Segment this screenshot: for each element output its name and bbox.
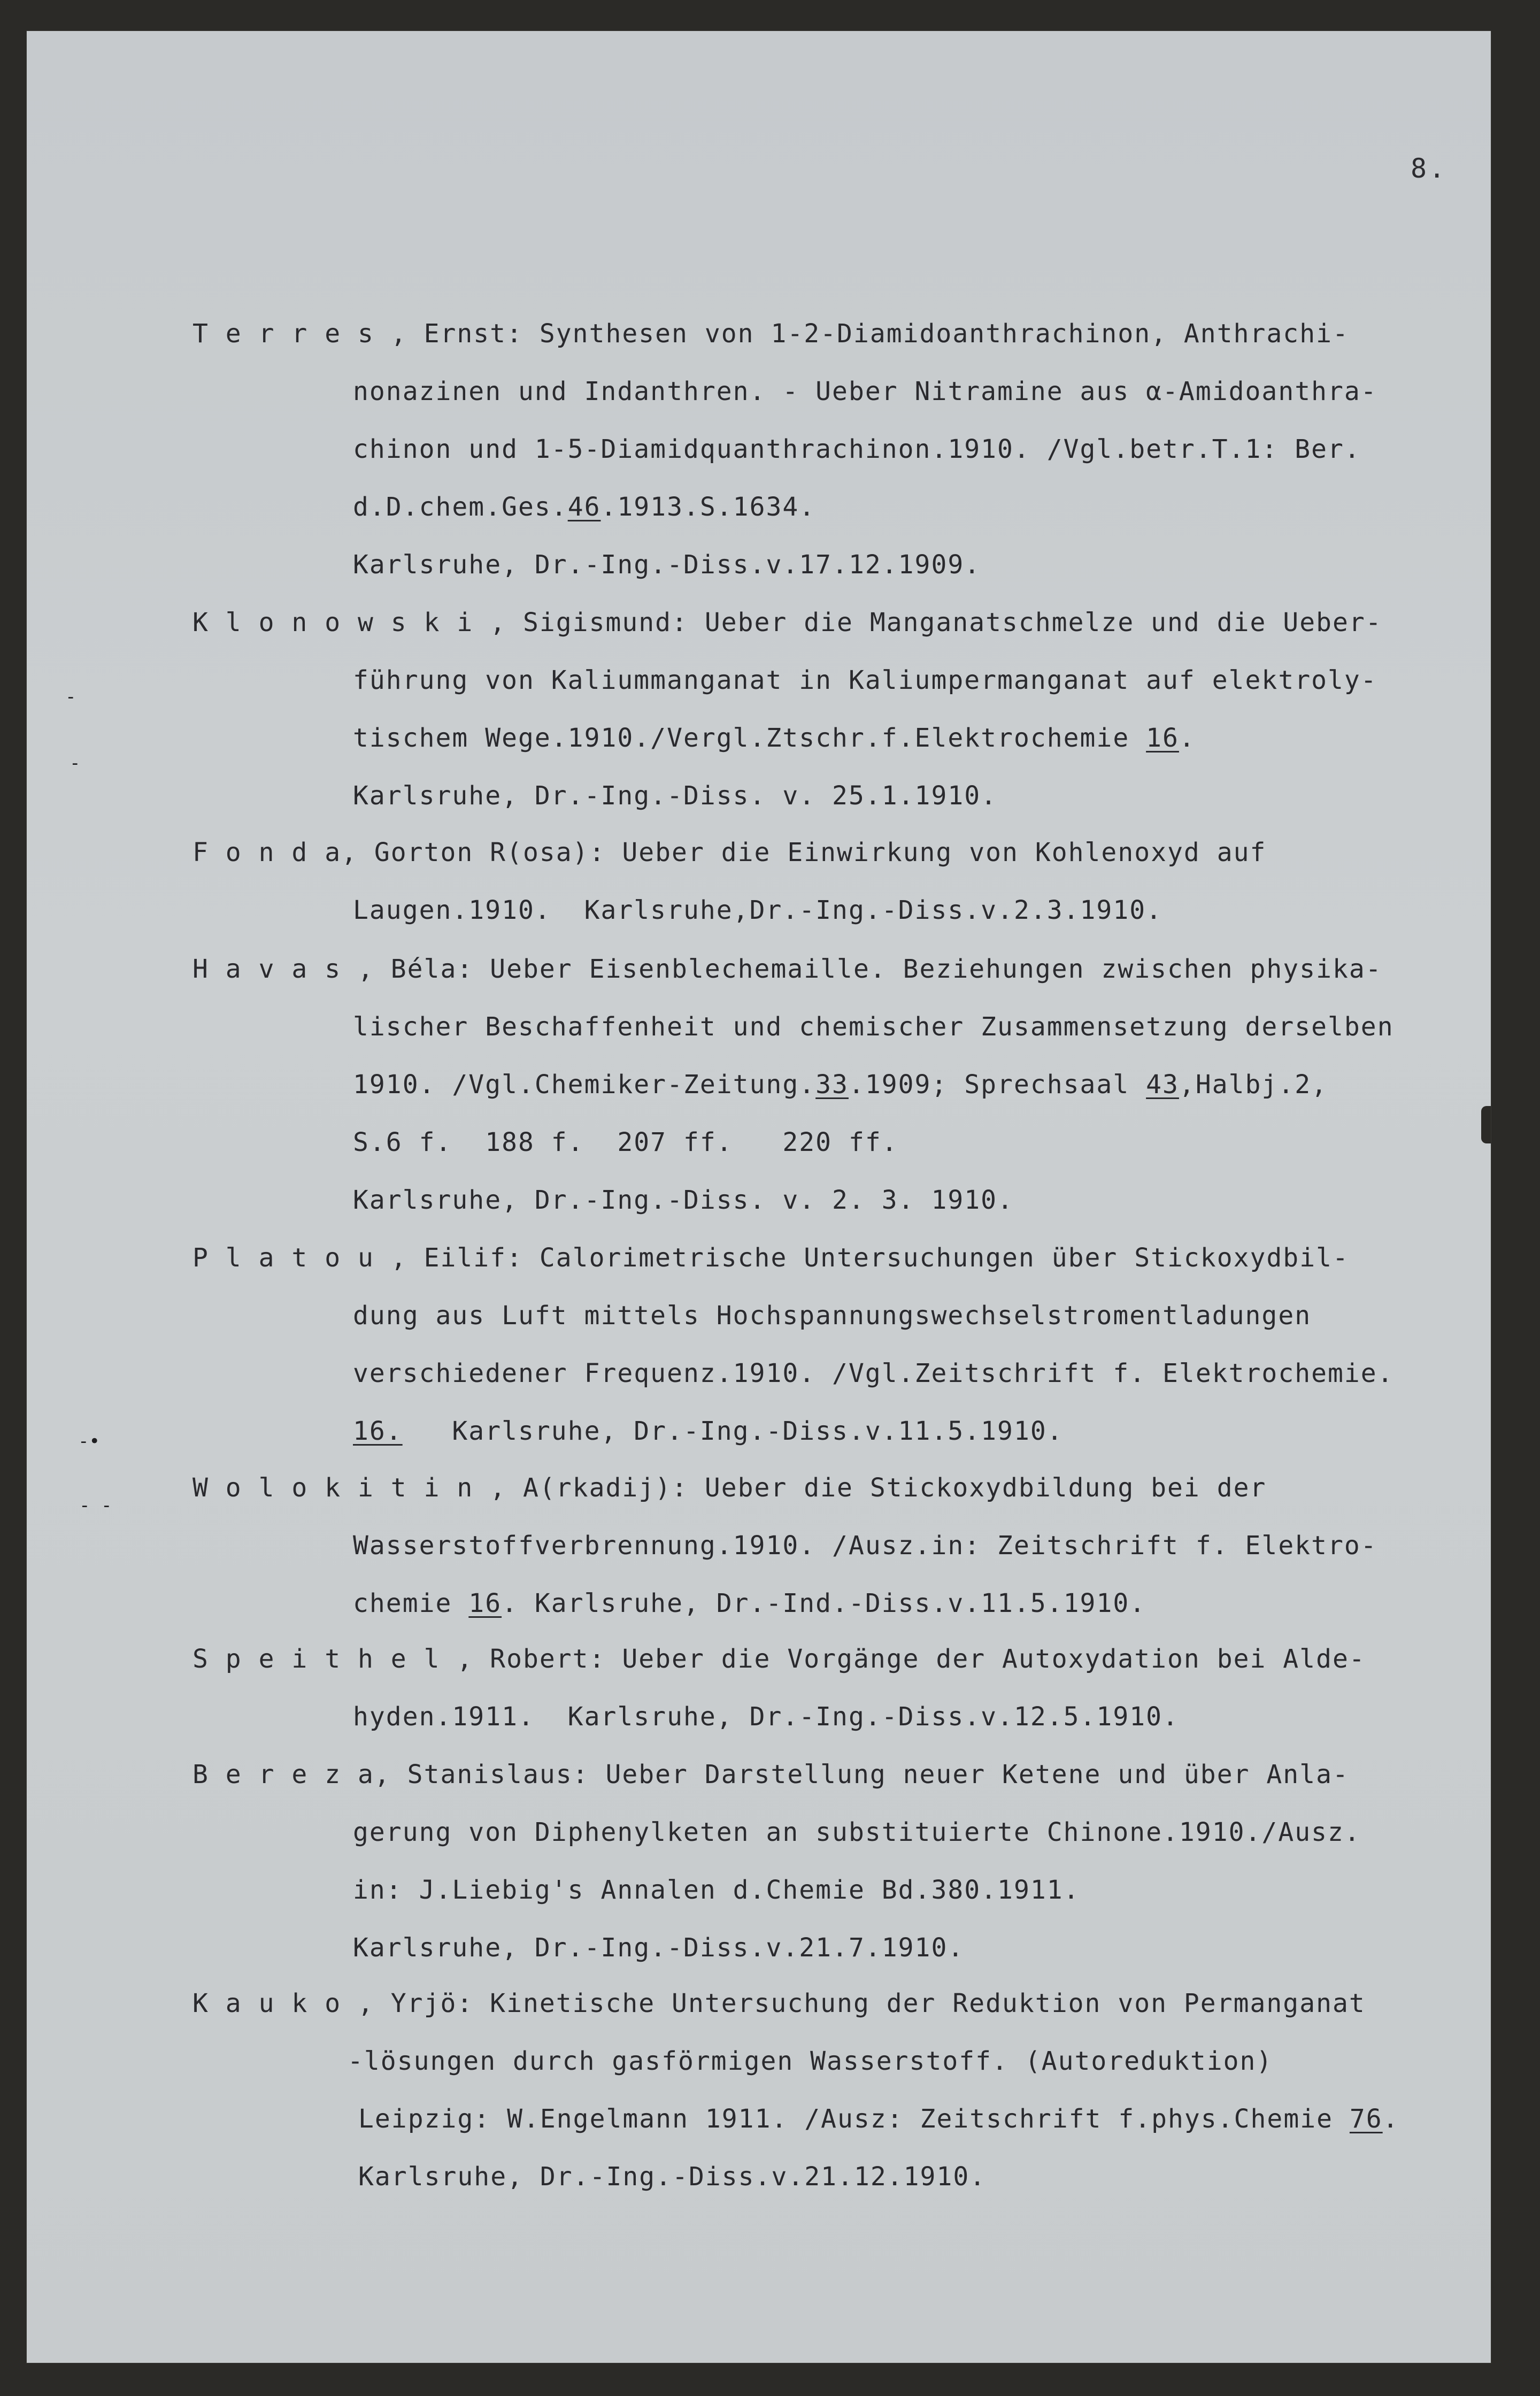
text-run: . <box>1179 723 1196 753</box>
underlined-volume: 43 <box>1146 1070 1179 1100</box>
underlined-volume: 46 <box>567 492 601 522</box>
text-run: Karlsruhe, Dr.-Ing.-Diss.v.11.5.1910. <box>402 1416 1064 1446</box>
entry-continuation-line <box>358 2164 986 2190</box>
page-number: 8. <box>1411 153 1447 184</box>
entry-continuation-line <box>353 1418 1064 1444</box>
text-run: d.D.chem.Ges. <box>353 492 568 522</box>
entry-first-line <box>192 1988 1366 2018</box>
underlined-volume: 76 <box>1349 2104 1383 2134</box>
text-run: 1910. /Vgl.Chemiker-Zeitung. <box>353 1070 816 1100</box>
text-run: nonazinen und Indanthren. - Ueber Nitramine aus α-Amidoanthra- <box>353 377 1377 406</box>
text-run: Wasserstoffverbrennung.1910. /Ausz.in: Zeitschrift f. Elektro- <box>353 1531 1377 1561</box>
entry-continuation-line <box>353 725 1196 751</box>
paper-edge-notch <box>1481 1106 1491 1143</box>
text-run: tischem Wege.1910./Vergl.Ztschr.f.Elektrochemie <box>353 723 1146 753</box>
entry-continuation-line <box>353 379 1377 404</box>
margin-mark: - - <box>79 1495 112 1516</box>
entry-first-line <box>192 840 1266 865</box>
entry-continuation-line <box>348 2048 1273 2074</box>
text-run: Karlsruhe, Dr.-Ing.-Diss.v.17.12.1909. <box>353 550 981 580</box>
text-run: Karlsruhe, Dr.-Ing.-Diss.v.21.12.1910. <box>358 2162 987 2192</box>
entry-continuation-line <box>358 2106 1399 2132</box>
entry-continuation-line <box>353 1819 1361 1845</box>
text-run: S.6 f. 188 f. 207 ff. 220 ff. <box>353 1127 898 1157</box>
entry-continuation-line <box>353 897 1162 923</box>
entry-first-line <box>192 1646 1366 1672</box>
text-run: Karlsruhe, Dr.-Ing.-Diss. v. 2. 3. 1910. <box>353 1185 1014 1215</box>
entry-first-line <box>192 1475 1266 1501</box>
text-run: K l o n o w s k i , Sigismund: Ueber die Manganatschmelze und die Ueber- <box>192 608 1382 638</box>
entry-continuation-line <box>353 667 1377 693</box>
entry-continuation-line <box>353 1070 1328 1100</box>
text-run: chinon und 1-5-Diamidquanthrachinon.1910. /Vgl.betr.T.1: Ber. <box>353 434 1361 464</box>
text-run: P l a t o u , Eilif: Calorimetrische Untersuchungen über Stickoxydbil- <box>192 1243 1349 1273</box>
text-run: K a u k o , Yrjö: Kinetische Untersuchung der Reduktion von Permanganat <box>192 1988 1366 2018</box>
text-run: . <box>1382 2104 1399 2134</box>
text-run: W o l o k i t i n , A(rkadij): Ueber die Stickoxydbildung bei der <box>192 1473 1267 1503</box>
entry-continuation-line <box>353 1358 1394 1388</box>
text-run: führung von Kaliummanganat in Kaliumpermanganat auf elektroly- <box>353 665 1377 695</box>
text-run: F o n d a, Gorton R(osa): Ueber die Einwirkung von Kohlenoxyd auf <box>192 838 1267 867</box>
margin-mark: - <box>65 686 76 708</box>
text-run: in: J.Liebig's Annalen d.Chemie Bd.380.1911. <box>353 1875 1080 1905</box>
underlined-volume: 33 <box>815 1070 849 1100</box>
text-run: Karlsruhe, Dr.-Ing.-Diss. v. 25.1.1910. <box>353 781 998 811</box>
text-run: dung aus Luft mittels Hochspannungswechselstromentladungen <box>353 1301 1312 1331</box>
entry-continuation-line <box>353 1531 1377 1561</box>
text-run: ,Halbj.2, <box>1179 1070 1328 1100</box>
underlined-volume: 16 <box>468 1588 502 1618</box>
margin-mark: -• <box>78 1431 100 1452</box>
text-run: Karlsruhe, Dr.-Ing.-Diss.v.21.7.1910. <box>353 1933 965 1963</box>
text-run: T e r r e s , Ernst: Synthesen von 1-2-Diamidoanthrachinon, Anthrachi- <box>192 319 1349 349</box>
text-run: chemie <box>353 1588 469 1618</box>
text-run: verschiedener Frequenz.1910. /Vgl.Zeitschrift f. Elektrochemie. <box>353 1358 1394 1388</box>
document-page <box>27 31 1491 2363</box>
entry-continuation-line <box>353 436 1361 462</box>
entry-continuation-line <box>353 494 815 520</box>
text-run: -lösungen durch gasförmigen Wasserstoff. (Autoreduktion) <box>348 2046 1273 2076</box>
text-run: .1909; Sprechsaal <box>848 1070 1146 1100</box>
text-run: .1913.S.1634. <box>600 492 816 522</box>
entry-first-line <box>192 321 1349 347</box>
entry-continuation-line <box>353 1935 964 1961</box>
entry-continuation-line <box>353 1014 1394 1040</box>
entry-continuation-line <box>353 1187 1014 1213</box>
text-run: H a v a s , Béla: Ueber Eisenblechemaille. Beziehungen zwischen physika- <box>192 954 1382 984</box>
underlined-volume: 16. <box>353 1416 403 1446</box>
text-run: hyden.1911. Karlsruhe, Dr.-Ing.-Diss.v.12.5.1910. <box>353 1702 1179 1732</box>
margin-mark: - <box>70 752 81 774</box>
entry-first-line <box>192 608 1382 638</box>
text-run: lischer Beschaffenheit und chemischer Zusammensetzung derselben <box>353 1012 1394 1042</box>
text-run: Leipzig: W.Engelmann 1911. /Ausz: Zeitschrift f.phys.Chemie <box>358 2104 1350 2134</box>
entry-first-line <box>192 1760 1349 1790</box>
text-run: B e r e z a, Stanislaus: Ueber Darstellung neuer Ketene und über Anla- <box>192 1760 1349 1790</box>
text-run: gerung von Diphenylketen an substituierte Chinone.1910./Ausz. <box>353 1817 1361 1847</box>
underlined-volume: 16 <box>1146 723 1179 753</box>
text-run: . Karlsruhe, Dr.-Ind.-Diss.v.11.5.1910. <box>502 1588 1146 1618</box>
entry-continuation-line <box>353 1588 1146 1618</box>
entry-continuation-line <box>353 783 997 809</box>
entry-first-line <box>192 1245 1349 1271</box>
text-run: Laugen.1910. Karlsruhe,Dr.-Ing.-Diss.v.2.3.1910. <box>353 895 1163 925</box>
entry-continuation-line <box>353 1127 898 1157</box>
entry-first-line <box>192 956 1382 982</box>
entry-continuation-line <box>353 552 981 578</box>
entry-continuation-line <box>353 1877 1080 1903</box>
entry-continuation-line <box>353 1301 1312 1331</box>
text-run: S p e i t h e l , Robert: Ueber die Vorgänge der Autoxydation bei Alde- <box>192 1644 1366 1674</box>
entry-continuation-line <box>353 1704 1179 1730</box>
